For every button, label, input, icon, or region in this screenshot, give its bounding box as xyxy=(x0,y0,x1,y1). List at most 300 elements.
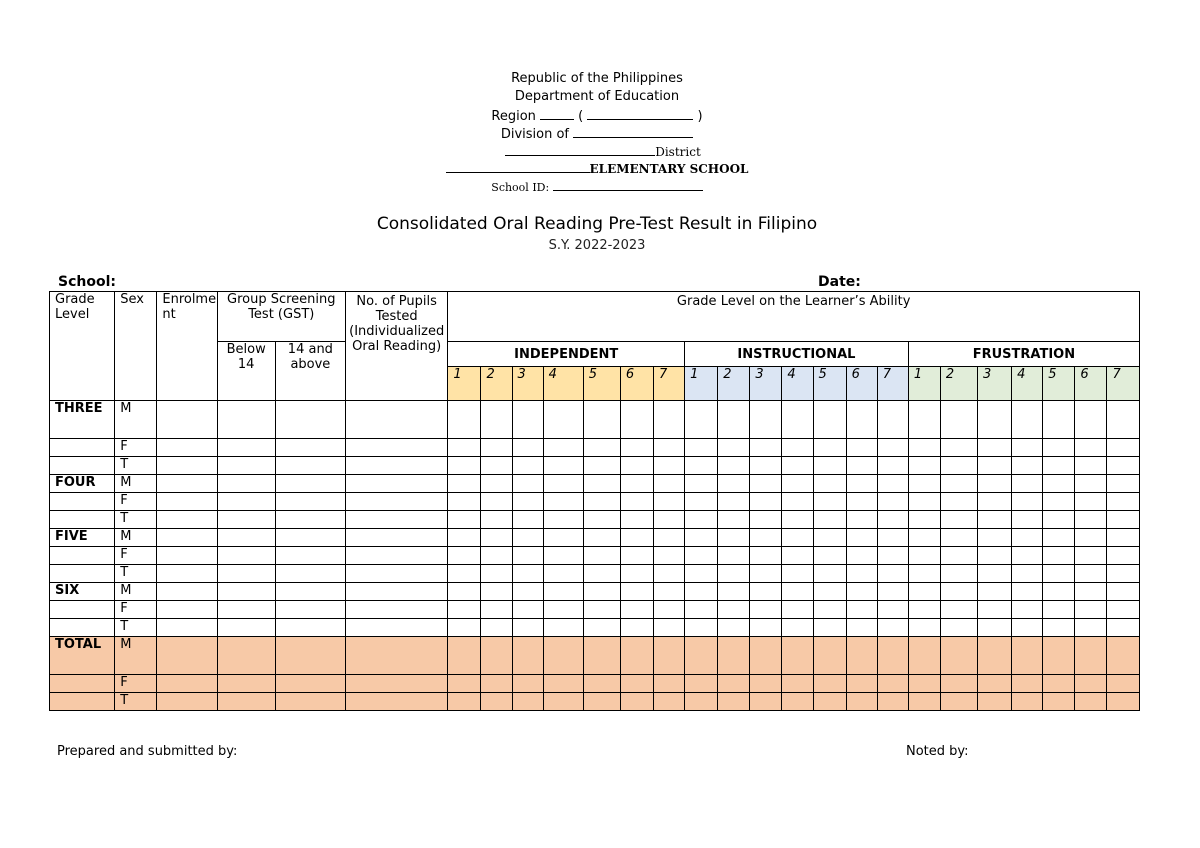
data-cell[interactable] xyxy=(275,547,345,565)
data-cell[interactable] xyxy=(512,693,543,711)
data-cell[interactable] xyxy=(1012,529,1043,547)
data-cell[interactable] xyxy=(1075,619,1107,637)
data-cell[interactable] xyxy=(512,583,543,601)
data-cell[interactable] xyxy=(448,583,481,601)
data-cell[interactable] xyxy=(1075,529,1107,547)
data-cell[interactable] xyxy=(448,493,481,511)
data-cell[interactable] xyxy=(846,619,877,637)
data-cell[interactable] xyxy=(1043,439,1075,457)
data-cell[interactable] xyxy=(1107,675,1140,693)
data-cell[interactable] xyxy=(448,439,481,457)
data-cell[interactable] xyxy=(978,619,1012,637)
data-cell[interactable] xyxy=(448,565,481,583)
data-cell[interactable] xyxy=(908,583,940,601)
data-cell[interactable] xyxy=(157,637,217,675)
data-cell[interactable] xyxy=(481,693,512,711)
data-cell[interactable] xyxy=(543,619,583,637)
data-cell[interactable] xyxy=(275,401,345,439)
data-cell[interactable] xyxy=(813,565,846,583)
data-cell[interactable] xyxy=(908,601,940,619)
data-cell[interactable] xyxy=(654,439,685,457)
data-cell[interactable] xyxy=(583,439,620,457)
data-cell[interactable] xyxy=(940,529,977,547)
data-cell[interactable] xyxy=(1075,637,1107,675)
data-cell[interactable] xyxy=(620,457,653,475)
data-cell[interactable] xyxy=(908,529,940,547)
data-cell[interactable] xyxy=(448,693,481,711)
data-cell[interactable] xyxy=(813,439,846,457)
data-cell[interactable] xyxy=(685,401,718,439)
data-cell[interactable] xyxy=(346,475,448,493)
data-cell[interactable] xyxy=(782,457,813,475)
data-cell[interactable] xyxy=(157,547,217,565)
data-cell[interactable] xyxy=(346,547,448,565)
data-cell[interactable] xyxy=(978,529,1012,547)
data-cell[interactable] xyxy=(512,511,543,529)
region-name-blank[interactable] xyxy=(587,106,693,120)
data-cell[interactable] xyxy=(718,565,750,583)
data-cell[interactable] xyxy=(908,493,940,511)
data-cell[interactable] xyxy=(346,401,448,439)
data-cell[interactable] xyxy=(157,565,217,583)
data-cell[interactable] xyxy=(217,693,275,711)
data-cell[interactable] xyxy=(718,401,750,439)
data-cell[interactable] xyxy=(157,401,217,439)
data-cell[interactable] xyxy=(782,401,813,439)
data-cell[interactable] xyxy=(940,401,977,439)
data-cell[interactable] xyxy=(1107,637,1140,675)
data-cell[interactable] xyxy=(481,529,512,547)
data-cell[interactable] xyxy=(813,401,846,439)
data-cell[interactable] xyxy=(813,637,846,675)
data-cell[interactable] xyxy=(940,565,977,583)
data-cell[interactable] xyxy=(654,511,685,529)
data-cell[interactable] xyxy=(813,601,846,619)
data-cell[interactable] xyxy=(217,547,275,565)
data-cell[interactable] xyxy=(718,511,750,529)
data-cell[interactable] xyxy=(448,547,481,565)
data-cell[interactable] xyxy=(940,475,977,493)
data-cell[interactable] xyxy=(620,475,653,493)
data-cell[interactable] xyxy=(583,637,620,675)
data-cell[interactable] xyxy=(543,457,583,475)
data-cell[interactable] xyxy=(940,675,977,693)
data-cell[interactable] xyxy=(846,401,877,439)
data-cell[interactable] xyxy=(1043,511,1075,529)
data-cell[interactable] xyxy=(782,547,813,565)
data-cell[interactable] xyxy=(275,601,345,619)
data-cell[interactable] xyxy=(1107,547,1140,565)
data-cell[interactable] xyxy=(157,457,217,475)
data-cell[interactable] xyxy=(275,511,345,529)
data-cell[interactable] xyxy=(620,601,653,619)
data-cell[interactable] xyxy=(346,637,448,675)
data-cell[interactable] xyxy=(782,601,813,619)
data-cell[interactable] xyxy=(654,493,685,511)
data-cell[interactable] xyxy=(908,475,940,493)
data-cell[interactable] xyxy=(583,401,620,439)
data-cell[interactable] xyxy=(1075,693,1107,711)
data-cell[interactable] xyxy=(620,529,653,547)
data-cell[interactable] xyxy=(217,675,275,693)
data-cell[interactable] xyxy=(1012,547,1043,565)
data-cell[interactable] xyxy=(1012,601,1043,619)
data-cell[interactable] xyxy=(1043,693,1075,711)
school-name-blank[interactable] xyxy=(446,159,590,173)
data-cell[interactable] xyxy=(877,439,908,457)
data-cell[interactable] xyxy=(620,637,653,675)
data-cell[interactable] xyxy=(448,601,481,619)
data-cell[interactable] xyxy=(978,493,1012,511)
data-cell[interactable] xyxy=(217,511,275,529)
data-cell[interactable] xyxy=(1043,565,1075,583)
data-cell[interactable] xyxy=(448,475,481,493)
data-cell[interactable] xyxy=(217,637,275,675)
data-cell[interactable] xyxy=(1043,619,1075,637)
data-cell[interactable] xyxy=(782,493,813,511)
data-cell[interactable] xyxy=(512,547,543,565)
data-cell[interactable] xyxy=(654,547,685,565)
data-cell[interactable] xyxy=(583,457,620,475)
data-cell[interactable] xyxy=(685,693,718,711)
data-cell[interactable] xyxy=(1107,511,1140,529)
data-cell[interactable] xyxy=(978,547,1012,565)
data-cell[interactable] xyxy=(346,693,448,711)
data-cell[interactable] xyxy=(718,457,750,475)
data-cell[interactable] xyxy=(978,601,1012,619)
data-cell[interactable] xyxy=(846,439,877,457)
data-cell[interactable] xyxy=(782,583,813,601)
data-cell[interactable] xyxy=(543,693,583,711)
data-cell[interactable] xyxy=(543,637,583,675)
data-cell[interactable] xyxy=(1043,493,1075,511)
data-cell[interactable] xyxy=(782,637,813,675)
data-cell[interactable] xyxy=(718,583,750,601)
data-cell[interactable] xyxy=(685,439,718,457)
data-cell[interactable] xyxy=(620,583,653,601)
data-cell[interactable] xyxy=(1012,637,1043,675)
data-cell[interactable] xyxy=(718,619,750,637)
data-cell[interactable] xyxy=(217,529,275,547)
data-cell[interactable] xyxy=(512,565,543,583)
data-cell[interactable] xyxy=(512,401,543,439)
data-cell[interactable] xyxy=(620,693,653,711)
data-cell[interactable] xyxy=(481,675,512,693)
data-cell[interactable] xyxy=(940,457,977,475)
data-cell[interactable] xyxy=(620,511,653,529)
data-cell[interactable] xyxy=(275,529,345,547)
data-cell[interactable] xyxy=(346,583,448,601)
data-cell[interactable] xyxy=(908,439,940,457)
data-cell[interactable] xyxy=(481,583,512,601)
data-cell[interactable] xyxy=(1075,601,1107,619)
data-cell[interactable] xyxy=(877,675,908,693)
data-cell[interactable] xyxy=(512,457,543,475)
data-cell[interactable] xyxy=(685,547,718,565)
data-cell[interactable] xyxy=(1107,693,1140,711)
data-cell[interactable] xyxy=(978,439,1012,457)
data-cell[interactable] xyxy=(157,619,217,637)
data-cell[interactable] xyxy=(908,547,940,565)
data-cell[interactable] xyxy=(583,619,620,637)
data-cell[interactable] xyxy=(217,401,275,439)
data-cell[interactable] xyxy=(718,475,750,493)
data-cell[interactable] xyxy=(940,583,977,601)
data-cell[interactable] xyxy=(346,493,448,511)
data-cell[interactable] xyxy=(685,601,718,619)
data-cell[interactable] xyxy=(583,675,620,693)
data-cell[interactable] xyxy=(782,619,813,637)
data-cell[interactable] xyxy=(877,583,908,601)
data-cell[interactable] xyxy=(620,401,653,439)
data-cell[interactable] xyxy=(512,475,543,493)
data-cell[interactable] xyxy=(750,637,782,675)
data-cell[interactable] xyxy=(908,693,940,711)
data-cell[interactable] xyxy=(583,601,620,619)
data-cell[interactable] xyxy=(813,493,846,511)
data-cell[interactable] xyxy=(940,637,977,675)
data-cell[interactable] xyxy=(620,547,653,565)
data-cell[interactable] xyxy=(157,511,217,529)
data-cell[interactable] xyxy=(1075,675,1107,693)
data-cell[interactable] xyxy=(481,511,512,529)
data-cell[interactable] xyxy=(1043,675,1075,693)
data-cell[interactable] xyxy=(583,511,620,529)
data-cell[interactable] xyxy=(583,583,620,601)
data-cell[interactable] xyxy=(275,457,345,475)
data-cell[interactable] xyxy=(654,457,685,475)
data-cell[interactable] xyxy=(346,529,448,547)
data-cell[interactable] xyxy=(750,547,782,565)
data-cell[interactable] xyxy=(750,511,782,529)
data-cell[interactable] xyxy=(275,475,345,493)
data-cell[interactable] xyxy=(750,529,782,547)
data-cell[interactable] xyxy=(685,475,718,493)
data-cell[interactable] xyxy=(1107,475,1140,493)
data-cell[interactable] xyxy=(512,493,543,511)
data-cell[interactable] xyxy=(620,439,653,457)
data-cell[interactable] xyxy=(217,601,275,619)
data-cell[interactable] xyxy=(1075,457,1107,475)
data-cell[interactable] xyxy=(448,511,481,529)
data-cell[interactable] xyxy=(813,675,846,693)
data-cell[interactable] xyxy=(217,493,275,511)
data-cell[interactable] xyxy=(978,511,1012,529)
data-cell[interactable] xyxy=(750,475,782,493)
data-cell[interactable] xyxy=(877,601,908,619)
data-cell[interactable] xyxy=(1075,583,1107,601)
data-cell[interactable] xyxy=(1012,401,1043,439)
data-cell[interactable] xyxy=(685,493,718,511)
data-cell[interactable] xyxy=(1043,529,1075,547)
data-cell[interactable] xyxy=(750,401,782,439)
data-cell[interactable] xyxy=(275,565,345,583)
data-cell[interactable] xyxy=(940,493,977,511)
data-cell[interactable] xyxy=(1075,493,1107,511)
data-cell[interactable] xyxy=(1012,583,1043,601)
data-cell[interactable] xyxy=(157,475,217,493)
data-cell[interactable] xyxy=(275,693,345,711)
data-cell[interactable] xyxy=(275,493,345,511)
data-cell[interactable] xyxy=(1075,401,1107,439)
data-cell[interactable] xyxy=(1075,511,1107,529)
data-cell[interactable] xyxy=(543,511,583,529)
data-cell[interactable] xyxy=(940,619,977,637)
data-cell[interactable] xyxy=(877,457,908,475)
data-cell[interactable] xyxy=(813,511,846,529)
data-cell[interactable] xyxy=(654,475,685,493)
data-cell[interactable] xyxy=(448,637,481,675)
data-cell[interactable] xyxy=(157,493,217,511)
data-cell[interactable] xyxy=(583,693,620,711)
data-cell[interactable] xyxy=(1075,475,1107,493)
data-cell[interactable] xyxy=(685,637,718,675)
data-cell[interactable] xyxy=(1107,565,1140,583)
data-cell[interactable] xyxy=(1012,475,1043,493)
data-cell[interactable] xyxy=(978,675,1012,693)
data-cell[interactable] xyxy=(1107,493,1140,511)
data-cell[interactable] xyxy=(543,401,583,439)
data-cell[interactable] xyxy=(346,511,448,529)
data-cell[interactable] xyxy=(877,401,908,439)
data-cell[interactable] xyxy=(846,601,877,619)
data-cell[interactable] xyxy=(1012,565,1043,583)
data-cell[interactable] xyxy=(275,637,345,675)
data-cell[interactable] xyxy=(685,457,718,475)
data-cell[interactable] xyxy=(718,693,750,711)
data-cell[interactable] xyxy=(1107,601,1140,619)
data-cell[interactable] xyxy=(620,493,653,511)
data-cell[interactable] xyxy=(217,619,275,637)
data-cell[interactable] xyxy=(978,401,1012,439)
data-cell[interactable] xyxy=(543,475,583,493)
data-cell[interactable] xyxy=(1043,475,1075,493)
data-cell[interactable] xyxy=(543,601,583,619)
data-cell[interactable] xyxy=(620,619,653,637)
data-cell[interactable] xyxy=(1075,439,1107,457)
data-cell[interactable] xyxy=(448,529,481,547)
data-cell[interactable] xyxy=(846,637,877,675)
data-cell[interactable] xyxy=(543,547,583,565)
data-cell[interactable] xyxy=(908,401,940,439)
data-cell[interactable] xyxy=(718,547,750,565)
data-cell[interactable] xyxy=(448,401,481,439)
data-cell[interactable] xyxy=(217,475,275,493)
data-cell[interactable] xyxy=(750,583,782,601)
data-cell[interactable] xyxy=(813,529,846,547)
data-cell[interactable] xyxy=(481,439,512,457)
data-cell[interactable] xyxy=(620,675,653,693)
data-cell[interactable] xyxy=(654,529,685,547)
data-cell[interactable] xyxy=(846,493,877,511)
data-cell[interactable] xyxy=(157,529,217,547)
data-cell[interactable] xyxy=(448,619,481,637)
data-cell[interactable] xyxy=(583,565,620,583)
data-cell[interactable] xyxy=(583,529,620,547)
data-cell[interactable] xyxy=(718,439,750,457)
data-cell[interactable] xyxy=(1012,675,1043,693)
data-cell[interactable] xyxy=(481,601,512,619)
data-cell[interactable] xyxy=(1012,693,1043,711)
data-cell[interactable] xyxy=(346,565,448,583)
data-cell[interactable] xyxy=(512,439,543,457)
data-cell[interactable] xyxy=(908,619,940,637)
data-cell[interactable] xyxy=(543,529,583,547)
data-cell[interactable] xyxy=(877,493,908,511)
data-cell[interactable] xyxy=(846,511,877,529)
data-cell[interactable] xyxy=(750,601,782,619)
data-cell[interactable] xyxy=(1043,457,1075,475)
data-cell[interactable] xyxy=(685,511,718,529)
data-cell[interactable] xyxy=(1043,583,1075,601)
data-cell[interactable] xyxy=(978,637,1012,675)
data-cell[interactable] xyxy=(217,583,275,601)
data-cell[interactable] xyxy=(750,693,782,711)
data-cell[interactable] xyxy=(846,547,877,565)
data-cell[interactable] xyxy=(940,439,977,457)
data-cell[interactable] xyxy=(157,583,217,601)
data-cell[interactable] xyxy=(1012,619,1043,637)
data-cell[interactable] xyxy=(583,547,620,565)
data-cell[interactable] xyxy=(908,637,940,675)
data-cell[interactable] xyxy=(908,511,940,529)
data-cell[interactable] xyxy=(654,675,685,693)
data-cell[interactable] xyxy=(512,601,543,619)
data-cell[interactable] xyxy=(620,565,653,583)
data-cell[interactable] xyxy=(978,457,1012,475)
data-cell[interactable] xyxy=(813,619,846,637)
data-cell[interactable] xyxy=(275,675,345,693)
data-cell[interactable] xyxy=(813,547,846,565)
data-cell[interactable] xyxy=(157,675,217,693)
data-cell[interactable] xyxy=(782,675,813,693)
data-cell[interactable] xyxy=(654,619,685,637)
data-cell[interactable] xyxy=(877,693,908,711)
data-cell[interactable] xyxy=(978,475,1012,493)
data-cell[interactable] xyxy=(718,493,750,511)
data-cell[interactable] xyxy=(654,583,685,601)
data-cell[interactable] xyxy=(481,547,512,565)
data-cell[interactable] xyxy=(481,619,512,637)
data-cell[interactable] xyxy=(940,511,977,529)
data-cell[interactable] xyxy=(1107,439,1140,457)
data-cell[interactable] xyxy=(813,693,846,711)
data-cell[interactable] xyxy=(512,637,543,675)
division-blank[interactable] xyxy=(573,124,693,138)
data-cell[interactable] xyxy=(1107,619,1140,637)
data-cell[interactable] xyxy=(543,439,583,457)
data-cell[interactable] xyxy=(908,565,940,583)
data-cell[interactable] xyxy=(217,565,275,583)
data-cell[interactable] xyxy=(157,601,217,619)
data-cell[interactable] xyxy=(846,693,877,711)
data-cell[interactable] xyxy=(846,583,877,601)
data-cell[interactable] xyxy=(877,619,908,637)
data-cell[interactable] xyxy=(750,493,782,511)
data-cell[interactable] xyxy=(275,619,345,637)
data-cell[interactable] xyxy=(1107,529,1140,547)
data-cell[interactable] xyxy=(685,619,718,637)
data-cell[interactable] xyxy=(346,675,448,693)
school-id-blank[interactable] xyxy=(553,177,703,191)
data-cell[interactable] xyxy=(157,693,217,711)
data-cell[interactable] xyxy=(481,565,512,583)
data-cell[interactable] xyxy=(978,583,1012,601)
data-cell[interactable] xyxy=(1107,401,1140,439)
data-cell[interactable] xyxy=(1043,637,1075,675)
district-blank[interactable] xyxy=(505,142,655,156)
data-cell[interactable] xyxy=(782,693,813,711)
